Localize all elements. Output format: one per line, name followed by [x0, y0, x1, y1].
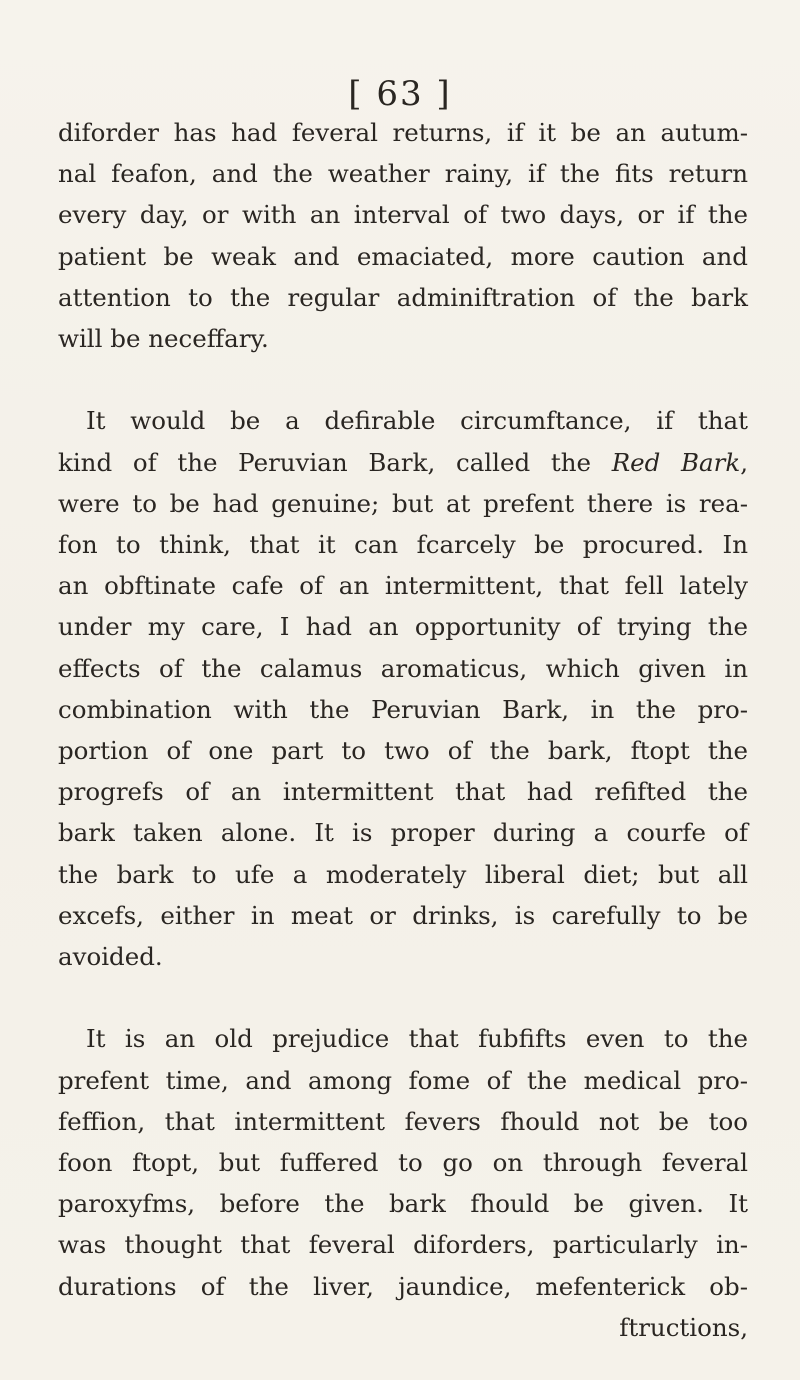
- paragraph-gap: [58, 359, 748, 400]
- paragraph-gap: [58, 977, 748, 1018]
- text-line: every day, or with an interval of two days, or if the: [58, 200, 748, 230]
- paragraph-2: [58, 400, 748, 977]
- italic-term: Red Bark: [611, 447, 741, 477]
- paragraph-3: [58, 1018, 748, 1306]
- text-line: excefs, either in meat or drinks, is carefully to be: [58, 900, 748, 930]
- text-line: fon to think, that it can fcarcely be procured. In: [58, 530, 748, 560]
- text-line: the bark to ufe a moderately liberal diet; but all: [58, 859, 748, 889]
- text-line: were to be had genuine; but at prefent there is rea-: [58, 488, 748, 518]
- text-line: It would be a defirable circumftance, if that: [86, 406, 748, 436]
- text-line: durations of the liver, jaundice, mefenterick ob-: [58, 1271, 748, 1301]
- text-line: kind of the Peruvian Bark, called the Red Bark,: [58, 447, 748, 477]
- catchword: ftructions,: [619, 1312, 748, 1342]
- text-line: It is an old prejudice that fubfifts even to the: [86, 1024, 748, 1054]
- text-line: avoided.: [58, 942, 163, 972]
- text-line: combination with the Peruvian Bark, in the pro-: [58, 694, 748, 724]
- text-line: portion of one part to two of the bark, ftopt the: [58, 736, 748, 766]
- paragraph-1: [58, 112, 748, 359]
- text-line: effects of the calamus aromaticus, which given in: [58, 653, 748, 683]
- page-number-header: [ 63 ]: [348, 74, 452, 114]
- text-line: patient be weak and emaciated, more caution and: [58, 241, 748, 271]
- text-line: foon ftopt, but fuffered to go on through feveral: [58, 1148, 748, 1178]
- text-line: under my care, I had an opportunity of trying the: [58, 612, 748, 642]
- text-line: an obftinate cafe of an intermittent, that fell lately: [58, 571, 748, 601]
- text-line: diforder has had feveral returns, if it be an autum-: [58, 118, 748, 147]
- text-line: paroxyfms, before the bark fhould be given. It: [58, 1189, 748, 1219]
- text-line: feffion, that intermittent fevers fhould not be too: [58, 1106, 748, 1136]
- text-line: prefent time, and among fome of the medical pro-: [58, 1065, 748, 1095]
- text-line: will be neceffary.: [58, 324, 269, 354]
- text-line: attention to the regular adminiftration of the bark: [58, 282, 748, 312]
- page-body: [58, 112, 748, 1348]
- text-line: bark taken alone. It is proper during a courfe of: [58, 818, 748, 848]
- text-line: nal feafon, and the weather rainy, if the fits return: [58, 159, 748, 189]
- text-line: was thought that feveral diforders, particularly in-: [58, 1230, 748, 1260]
- text-line: progrefs of an intermittent that had refifted the: [58, 777, 748, 807]
